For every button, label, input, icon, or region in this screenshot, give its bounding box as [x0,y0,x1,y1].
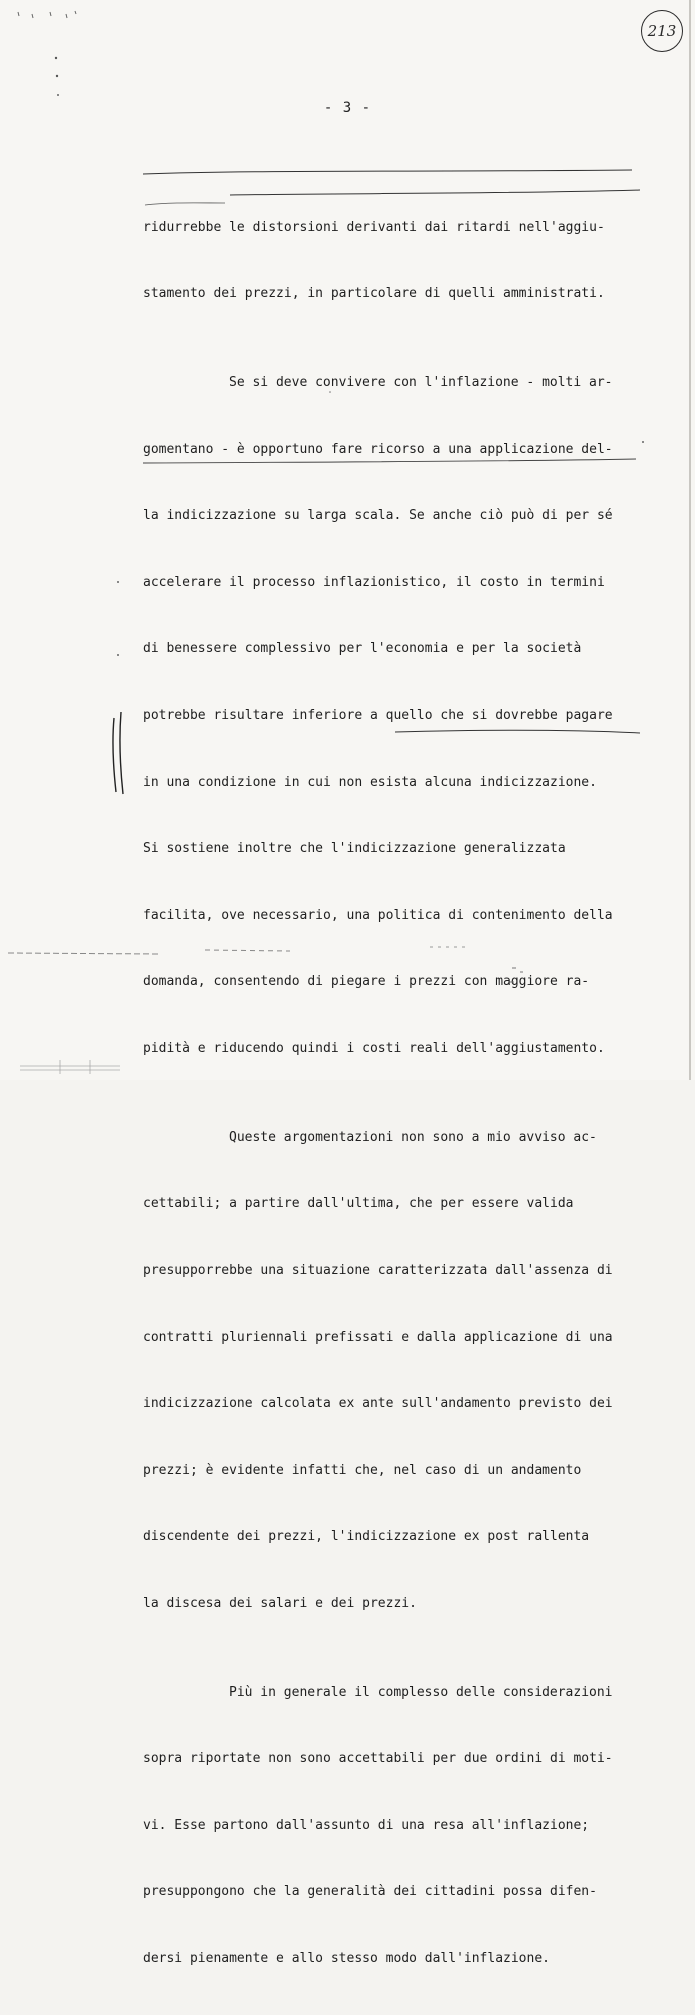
page-number: - 3 - [323,100,372,116]
text-line: ridurrebbe le distorsioni derivanti dai ritardi nell'aggiu- [143,219,605,235]
scan-speck [117,581,119,583]
text-line: Se si deve convivere con l'inflazione - molti ar- [229,375,613,390]
scan-speck [18,11,76,18]
text-line: prezzi; è evidente infatti che, nel caso di un andamento [143,1462,582,1478]
text-line: indicizzazione calcolata ex ante sull'andamento previsto dei [143,1396,613,1412]
text-line: Più in generale il complesso delle considerazioni [229,1684,613,1700]
scan-artifact [8,953,160,954]
text-line: sopra riportate non sono accettabili per due ordini di moti- [143,1751,613,1767]
scan-speck [55,57,57,59]
text-line: vi. Esse partono dall'assunto di una resa all'inflazione; [143,1817,590,1833]
scan-artifact [20,1060,120,1074]
text-line: dersi pienamente e allo stesso modo dall'inflazione. [143,1951,550,1967]
text-line: facilita, ove necessario, una politica di contenimento della [143,907,613,923]
scan-speck [56,75,58,77]
text-line: potrebbe risultare inferiore a quello che si dovrebbe pagare [143,707,613,723]
text-line: accelerare il processo inflazionistico, il costo in termini [143,574,605,590]
archive-stamp: 213 [641,10,683,52]
text-line: la indicizzazione su larga scala. Se anche ciò può di per sé [143,508,613,524]
text-line: cettabili; a partire dall'ultima, che per essere valida [143,1196,574,1212]
text-line: pidità e riducendo quindi i costi reali dell'aggiustamento. [143,1040,605,1056]
scan-speck [57,94,59,96]
scan-speck [117,654,119,656]
text-line: Queste argomentazioni non sono a mio avviso ac- [229,1129,597,1145]
text-line: la discesa dei salari e dei prezzi. [143,1595,417,1611]
margin-mark [120,712,123,794]
text-line: Si sostiene inoltre che l'indicizzazione generalizzata [143,841,566,857]
text-line: in una condizione in cui non esista alcuna indicizzazione. [143,774,597,790]
text-line: domanda, consentendo di piegare i prezzi con maggiore ra- [143,974,590,990]
margin-mark [113,718,116,792]
text-line: presupporrebbe una situazione caratterizzata dall'assenza di [143,1262,613,1278]
body-text [143,150,663,2015]
text-line: discendente dei prezzi, l'indicizzazione ex post rallenta [143,1529,590,1545]
text-line: di benessere complessivo per l'economia e per la società [143,641,582,657]
text-line: presuppongono che la generalità dei cittadini possa difen- [143,1884,597,1900]
text-line: stamento dei prezzi, in particolare di quelli amministrati. [143,286,605,302]
text-line: gomentano - è opportuno fare ricorso a una applicazione del- [143,441,613,457]
text-line: contratti pluriennali prefissati e dalla applicazione di una [143,1329,613,1345]
